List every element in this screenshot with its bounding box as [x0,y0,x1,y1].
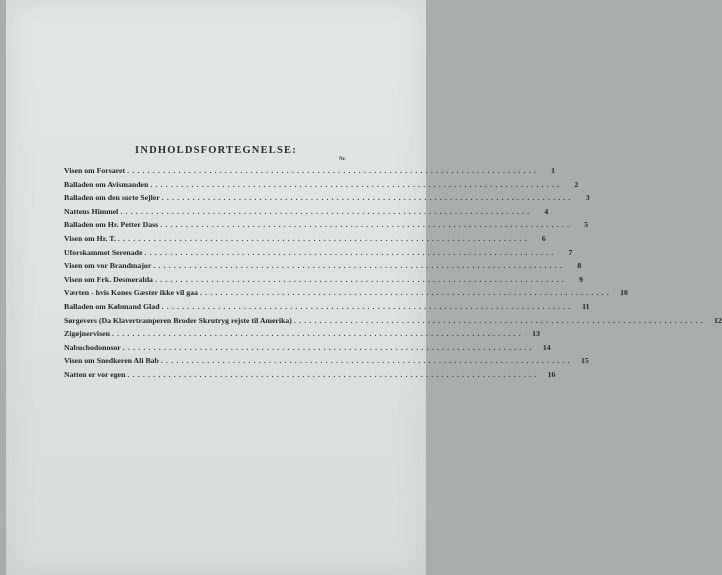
toc-entry-title: Visen om Frk. Desmeralda [64,274,153,284]
toc-entry-title: Balladen om den sorte Sejler [64,193,160,203]
dot-leader: ................................................................................ [161,301,574,311]
toc-entry [64,179,579,194]
dot-leader: ................................................................................ [144,247,557,257]
dot-leader: ................................................................................ [160,356,573,366]
toc-entry-title: Sørgevers (Da Klavertramperen Broder Skrutryg rejste til Amerika) [64,315,292,325]
page-title: INDHOLDSFORTEGNELSE: [135,145,297,156]
toc-entry-title: Balladen om Avismanden [64,179,149,189]
toc-entry [64,166,555,180]
dot-leader: ................................................................................ [122,342,535,352]
toc-entry-number: 13 [532,329,540,339]
dot-leader: ................................................................................ [153,261,566,271]
toc-entry [64,220,589,234]
toc-entry-title: Nabuchodonosor [64,342,121,352]
toc-entry [64,329,540,343]
toc-entry-title: Balladen om Hr. Petter Dass [64,220,159,230]
dot-leader: ................................................................................ [150,179,563,189]
toc-entry-number: 5 [584,220,589,230]
toc-entry-number: 15 [581,356,589,366]
dot-leader: ................................................................................ [120,206,533,216]
dot-leader: ................................................................................ [127,166,539,175]
toc-entry-title: Balladen om Købmand Glad [64,301,160,311]
dot-leader: ................................................................................ [199,288,612,298]
dot-leader: ................................................................................ [161,193,574,203]
toc-entry-title: Nattens Himmel [64,206,119,216]
dot-leader: ................................................................................ [160,220,573,230]
toc-entry [64,301,590,316]
table-of-contents [64,166,722,384]
toc-entry [64,261,582,275]
toc-entry-number: 1 [551,166,555,175]
dot-leader: ................................................................................ [117,233,530,243]
toc-entry-number: 4 [544,206,549,216]
toc-entry-number: 16 [547,369,556,379]
dot-leader: ................................................................................ [293,315,706,325]
toc-entry-title: Zigøjnervisen [64,329,110,339]
toc-entry-number: 8 [577,261,582,271]
toc-entry-number: 3 [585,193,590,203]
toc-entry-title: Visen om vor Brandmajor [64,261,152,271]
dot-leader: ................................................................................ [111,329,524,339]
toc-entry [64,233,546,248]
toc-entry-number: 14 [542,342,551,352]
number-column-label: Nr. [339,157,346,162]
toc-entry-number: 7 [568,247,573,257]
toc-entry-number: 12 [714,315,722,325]
toc-entry-title: Visen om Snedkeren Ali Bab [64,356,159,366]
toc-entry [64,193,590,207]
toc-entry-title: Visen om Hr. T. [64,233,116,243]
dot-leader: ................................................................................ [127,369,540,379]
dot-leader: ................................................................................ [154,274,567,284]
toc-entry [64,315,722,330]
toc-entry-title: Uforskammet Serenade [64,247,143,257]
toc-entry-number: 11 [582,301,590,311]
toc-entry-title: Værten - hvis Kones Gæster ikke vil gaa [64,288,198,298]
toc-entry [64,356,589,370]
toc-entry [64,274,583,289]
toc-entry-number: 2 [574,179,579,189]
toc-entry-number: 10 [620,288,628,298]
toc-entry [64,206,549,221]
toc-entry [64,288,628,302]
toc-entry [64,247,573,262]
toc-entry-title: Natten er vor egen [64,369,126,379]
toc-entry [64,369,556,384]
toc-entry-number: 6 [541,233,546,243]
toc-entry-number: 9 [578,274,583,284]
toc-entry-title: Visen om Forsaret [64,166,126,175]
toc-entry [64,342,551,357]
